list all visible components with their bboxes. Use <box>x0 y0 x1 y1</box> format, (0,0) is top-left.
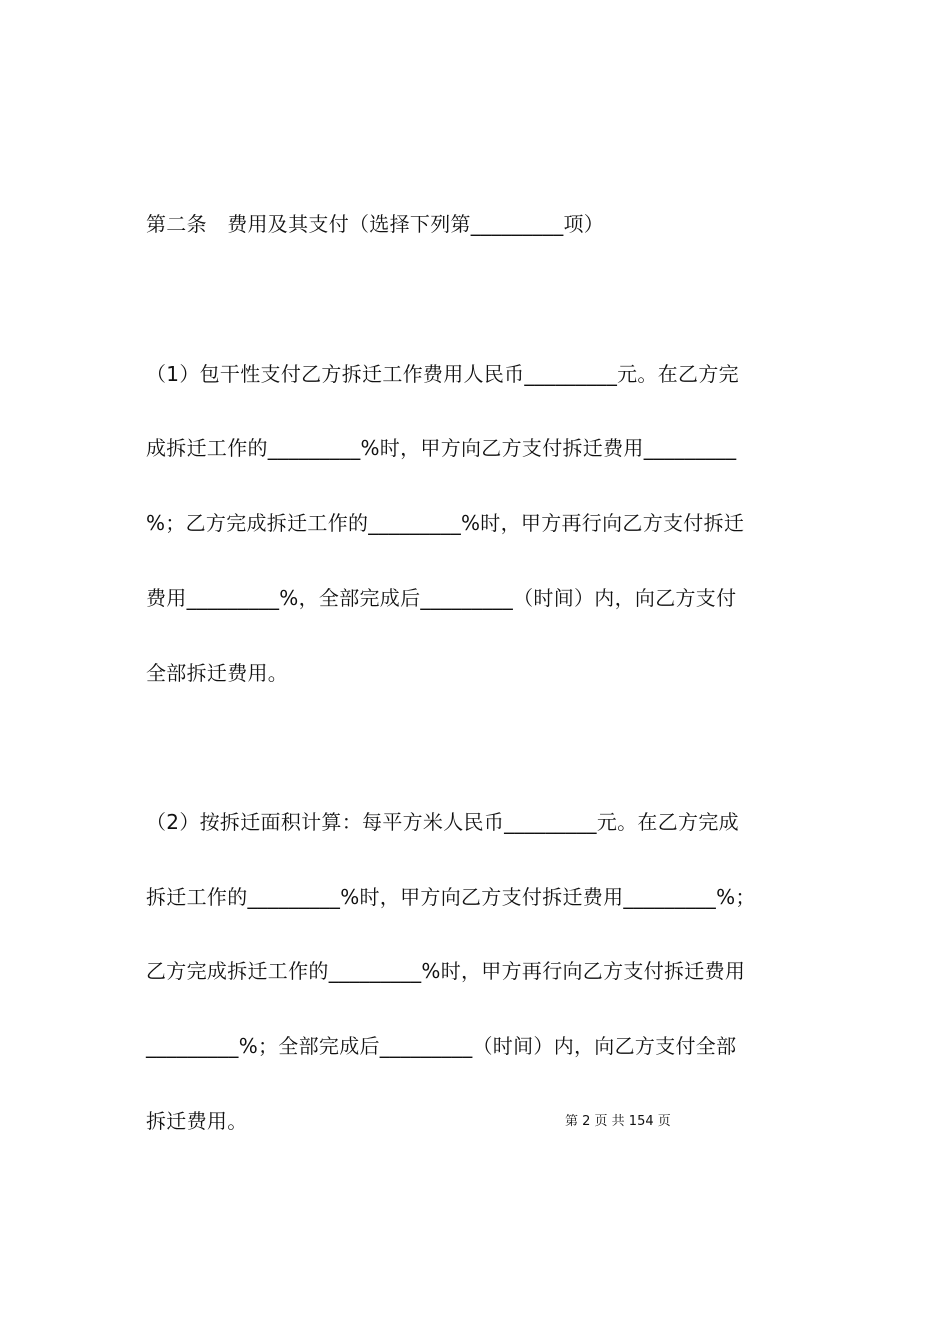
clause-2-line-2: 拆迁工作的_________%时，甲方向乙方支付拆迁费用_________%； <box>146 885 756 909</box>
clause-1-line-5: 全部拆迁费用。 <box>146 661 289 685</box>
clause-2-line-1: （2）按拆迁面积计算：每平方米人民币_________元。在乙方完成 <box>146 810 739 834</box>
page-number-footer: 第 2 页 共 154 页 <box>565 1114 671 1129</box>
clause-1-line-3: %；乙方完成拆迁工作的_________%时，甲方再行向乙方支付拆迁 <box>146 511 745 535</box>
clause-1-line-2: 成拆迁工作的_________%时，甲方向乙方支付拆迁费用_________ <box>146 436 737 460</box>
clause-2-line-5: 拆迁费用。 <box>146 1109 248 1133</box>
article-heading: 第二条 费用及其支付（选择下列第_________项） <box>146 212 605 236</box>
clause-2-line-3: 乙方完成拆迁工作的_________%时，甲方再行向乙方支付拆迁费用 <box>146 959 746 983</box>
clause-2-line-4: _________%；全部完成后_________（时间）内，向乙方支付全部 <box>146 1034 737 1058</box>
clause-1-line-1: （1）包干性支付乙方拆迁工作费用人民币_________元。在乙方完 <box>146 362 739 386</box>
clause-1-line-4: 费用_________%，全部完成后_________（时间）内，向乙方支付 <box>146 586 737 610</box>
